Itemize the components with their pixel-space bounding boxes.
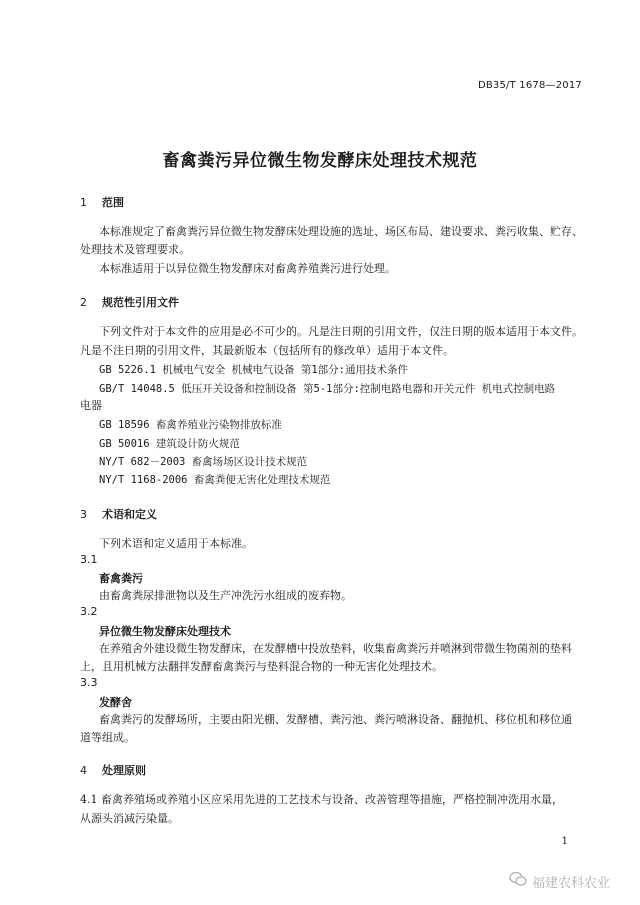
section-number: 2 — [80, 296, 87, 309]
chat-bubble-icon — [509, 871, 527, 891]
section-title: 规范性引用文件 — [102, 296, 179, 309]
reference-item-continuation: 电器 — [80, 399, 102, 412]
section-number: 3 — [80, 508, 87, 521]
reference-item: NY/T 1168-2006 畜禽粪便无害化处理技术规范 — [99, 474, 331, 486]
paragraph-line: 下列术语和定义适用于本标准。 — [99, 537, 253, 550]
term-name: 发酵舍 — [99, 696, 132, 709]
term-definition: 道等组成。 — [80, 731, 135, 744]
paragraph-line: 4.1 畜禽养殖场或养殖小区应采用先进的工艺技术与设备、改善管理等措施，严格控制冲洗用水量， — [80, 793, 563, 806]
document-title: 畜禽粪污异位微生物发酵床处理技术规范 — [162, 151, 478, 171]
page-number: 1 — [561, 836, 568, 847]
section-title: 范围 — [102, 196, 124, 209]
paragraph-line: 凡是不注日期的引用文件，其最新版本（包括所有的修改单）适用于本文件。 — [80, 344, 454, 357]
term-name: 异位微生物发酵床处理技术 — [99, 625, 231, 638]
paragraph-line: 本标准规定了畜禽粪污异位微生物发酵床处理设施的选址、场区布局、建设要求、粪污收集、贮存、 — [99, 225, 583, 238]
section-title: 术语和定义 — [102, 508, 157, 521]
reference-item: GB 50016 建筑设计防火规范 — [99, 438, 240, 450]
term-number: 3.3 — [80, 676, 98, 689]
section-1-heading — [80, 194, 124, 210]
section-title: 处理原则 — [102, 764, 146, 777]
section-4-heading — [80, 762, 146, 778]
term-definition: 上，且用机械方法翻拌发酵畜禽粪污与垫料混合物的一种无害化处理技术。 — [80, 660, 443, 673]
standard-number: DB35/T 1678—2017 — [477, 80, 582, 91]
reference-item: GB 5226.1 机械电气安全 机械电气设备 第1部分:通用技术条件 — [99, 364, 409, 376]
term-name: 畜禽粪污 — [99, 572, 143, 585]
paragraph-line: 处理技术及管理要求。 — [80, 243, 190, 256]
section-3-heading — [80, 506, 157, 522]
paragraph-line: 从源头消减污染量。 — [80, 812, 179, 825]
paragraph-line: 下列文件对于本文件的应用是必不可少的。凡是注日期的引用文件，仅注日期的版本适用于本文件。 — [99, 325, 583, 338]
term-definition: 由畜禽粪尿排泄物以及生产冲洗污水组成的废弃物。 — [99, 589, 352, 602]
section-2-heading — [80, 294, 179, 310]
section-number: 1 — [80, 196, 87, 209]
term-number: 3.2 — [80, 605, 98, 618]
term-number: 3.1 — [80, 553, 98, 566]
reference-item: GB 18596 畜禽养殖业污染物排放标准 — [99, 419, 282, 431]
term-definition: 在养殖舍外建设微生物发酵床，在发酵槽中投放垫料，收集畜禽粪污并喷淋到带微生物菌剂的垫料 — [99, 642, 572, 655]
section-number: 4 — [80, 764, 87, 777]
watermark — [509, 871, 610, 891]
watermark-text: 福建农科农业 — [531, 875, 610, 891]
reference-item: NY/T 682－2003 畜禽场场区设计技术规范 — [99, 456, 308, 468]
paragraph-line: 本标准适用于以异位微生物发酵床对畜禽养殖粪污进行处理。 — [99, 262, 396, 275]
term-definition: 畜禽粪污的发酵场所，主要由阳光棚、发酵槽、粪污池、粪污喷淋设备、翻抛机、移位机和移位通 — [99, 713, 572, 726]
reference-item: GB/T 14048.5 低压开关设备和控制设备 第5-1部分:控制电路电器和开关元件 机电式控制电路 — [99, 383, 556, 395]
